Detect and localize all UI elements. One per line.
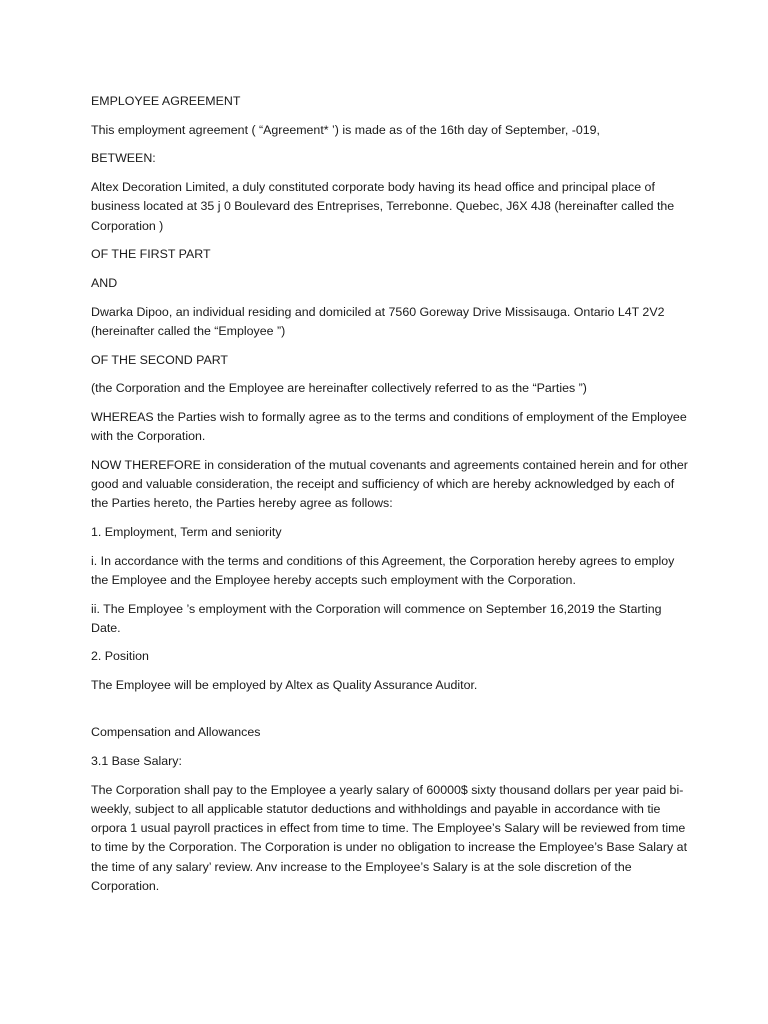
section-2-heading: 2. Position [91, 649, 149, 664]
section-2-text: The Employee will be employed by Altex as Quality Assurance Auditor. [91, 678, 478, 693]
whereas-paragraph: WHEREAS the Parties wish to formally agree as to the terms and conditions of employment of the Employee with the Corporation. [91, 409, 687, 444]
document-title: EMPLOYEE AGREEMENT [91, 94, 241, 108]
second-part-label: OF THE SECOND PART [91, 352, 229, 367]
now-therefore-paragraph: NOW THEREFORE in consideration of the mutual covenants and agreements contained herein and for other good and valuable consideration, the receipt and sufficiency of which are hereby acknowledged by each of the Parties hereto, the Parties hereby agree as follows: [91, 457, 688, 511]
section-1-heading: 1. Employment, Term and seniority [91, 524, 282, 539]
and-label: AND [91, 275, 118, 290]
section-1-clause-i: i. In accordance with the terms and conditions of this Agreement, the Corporation hereby agrees to employ the Employee and the Employee hereby accepts such employment with the Corporation. [91, 553, 675, 587]
document-body [91, 92, 691, 906]
between-label: BETWEEN: [91, 151, 156, 166]
parties-note: (the Corporation and the Employee are hereinafter collectively referred to as the “Parties ”) [91, 381, 587, 396]
section-1-clause-ii: ii. The Employee ’s employment with the Corporation will commence on September 16,2019 the Starting Date. [91, 601, 662, 635]
section-3-1-text: The Corporation shall pay to the Employee a yearly salary of 60000$ sixty thousand dollars per year paid bi-weekly, subject to all applicable statutor deductions and withholdings and payable in accordance with tie orpora 1 usual payroll practices in effect from time to time. The Employee’s Salary will be reviewed from time to time by the Corporation. The Corporation is under no obligation to increase the Employee’s Base Salary at the time of any salary’ review. Anv increase to the Employee’s Salary is at the sole discretion of the Corporation. [91, 782, 688, 893]
section-3-1-heading: 3.1 Base Salary: [91, 754, 182, 769]
intro-paragraph: This employment agreement ( “Agreement* ’) is made as of the 16th day of September, -019, [91, 122, 600, 137]
second-party-paragraph: Dwarka Dipoo, an individual residing and domiciled at 7560 Goreway Drive Missisauga. Ontario L4T 2V2 (hereinafter called the “Employee ”) [91, 304, 665, 338]
first-party-paragraph: Altex Decoration Limited, a duly constituted corporate body having its head office and principal place of business located at 35 j 0 Boulevard des Entreprises, Terrebonne. Quebec, J6X 4J8 (hereinafter called the Corporation ) [91, 180, 675, 233]
section-3-heading: Compensation and Allowances [91, 725, 261, 740]
first-part-label: OF THE FIRST PART [91, 247, 211, 262]
